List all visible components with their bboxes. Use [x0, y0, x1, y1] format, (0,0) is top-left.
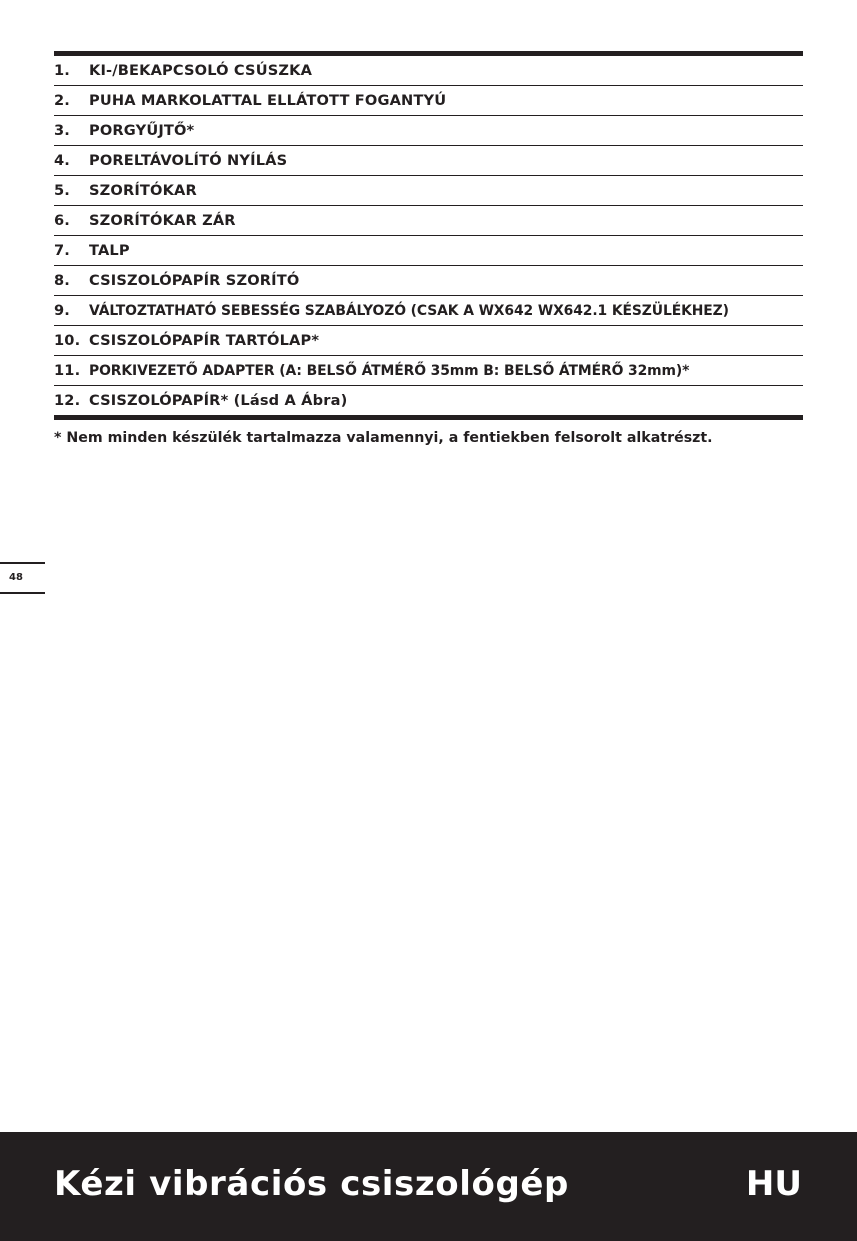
item-number: 10. — [54, 332, 81, 349]
item-label: CSISZOLÓPAPÍR SZORÍTÓ — [89, 272, 300, 289]
page-number-tab — [0, 562, 45, 594]
item-label: VÁLTOZTATHATÓ SEBESSÉG SZABÁLYOZÓ (CSAK A WX642 WX642.1 KÉSZÜLÉKHEZ) — [89, 302, 729, 319]
parts-list-item — [54, 326, 803, 356]
item-number: 8. — [54, 272, 70, 289]
parts-list-item — [54, 296, 803, 326]
language-code: HU — [745, 1164, 802, 1204]
item-label: SZORÍTÓKAR ZÁR — [89, 212, 236, 229]
item-number: 4. — [54, 152, 70, 169]
parts-list-item — [54, 176, 803, 206]
footer-banner — [0, 1132, 857, 1241]
item-number: 6. — [54, 212, 70, 229]
parts-list-item — [54, 356, 803, 386]
parts-list-item — [54, 266, 803, 296]
item-number: 9. — [54, 302, 70, 319]
item-number: 11. — [54, 362, 81, 379]
item-number: 12. — [54, 392, 81, 409]
parts-list-item — [54, 386, 803, 415]
item-label: SZORÍTÓKAR — [89, 182, 197, 199]
footnote: * Nem minden készülék tartalmazza valamennyi, a fentiekben felsorolt alkatrészt. — [54, 430, 713, 446]
parts-list-item — [54, 236, 803, 266]
item-label: PORGYŰJTŐ* — [89, 122, 195, 139]
item-number: 5. — [54, 182, 70, 199]
parts-list-item — [54, 116, 803, 146]
item-number: 1. — [54, 62, 70, 79]
item-number: 2. — [54, 92, 70, 109]
item-label: PORELTÁVOLÍTÓ NYÍLÁS — [89, 152, 288, 169]
item-number: 7. — [54, 242, 70, 259]
item-label: TALP — [89, 242, 130, 259]
page-number: 48 — [9, 572, 23, 583]
item-label: PUHA MARKOLATTAL ELLÁTOTT FOGANTYÚ — [89, 92, 447, 109]
item-number: 3. — [54, 122, 70, 139]
parts-list — [54, 51, 803, 420]
parts-list-item — [54, 86, 803, 116]
item-label: CSISZOLÓPAPÍR* (Lásd A Ábra) — [89, 392, 348, 409]
item-label: CSISZOLÓPAPÍR TARTÓLAP* — [89, 332, 320, 349]
item-label: KI-/BEKAPCSOLÓ CSÚSZKA — [89, 62, 313, 79]
item-label: PORKIVEZETŐ ADAPTER (A: BELSŐ ÁTMÉRŐ 35mm B: BELSŐ ÁTMÉRŐ 32mm)* — [89, 362, 690, 379]
parts-list-item — [54, 56, 803, 86]
parts-list-item — [54, 146, 803, 176]
parts-list-item — [54, 206, 803, 236]
document-title: Kézi vibrációs csiszológép — [54, 1164, 569, 1204]
